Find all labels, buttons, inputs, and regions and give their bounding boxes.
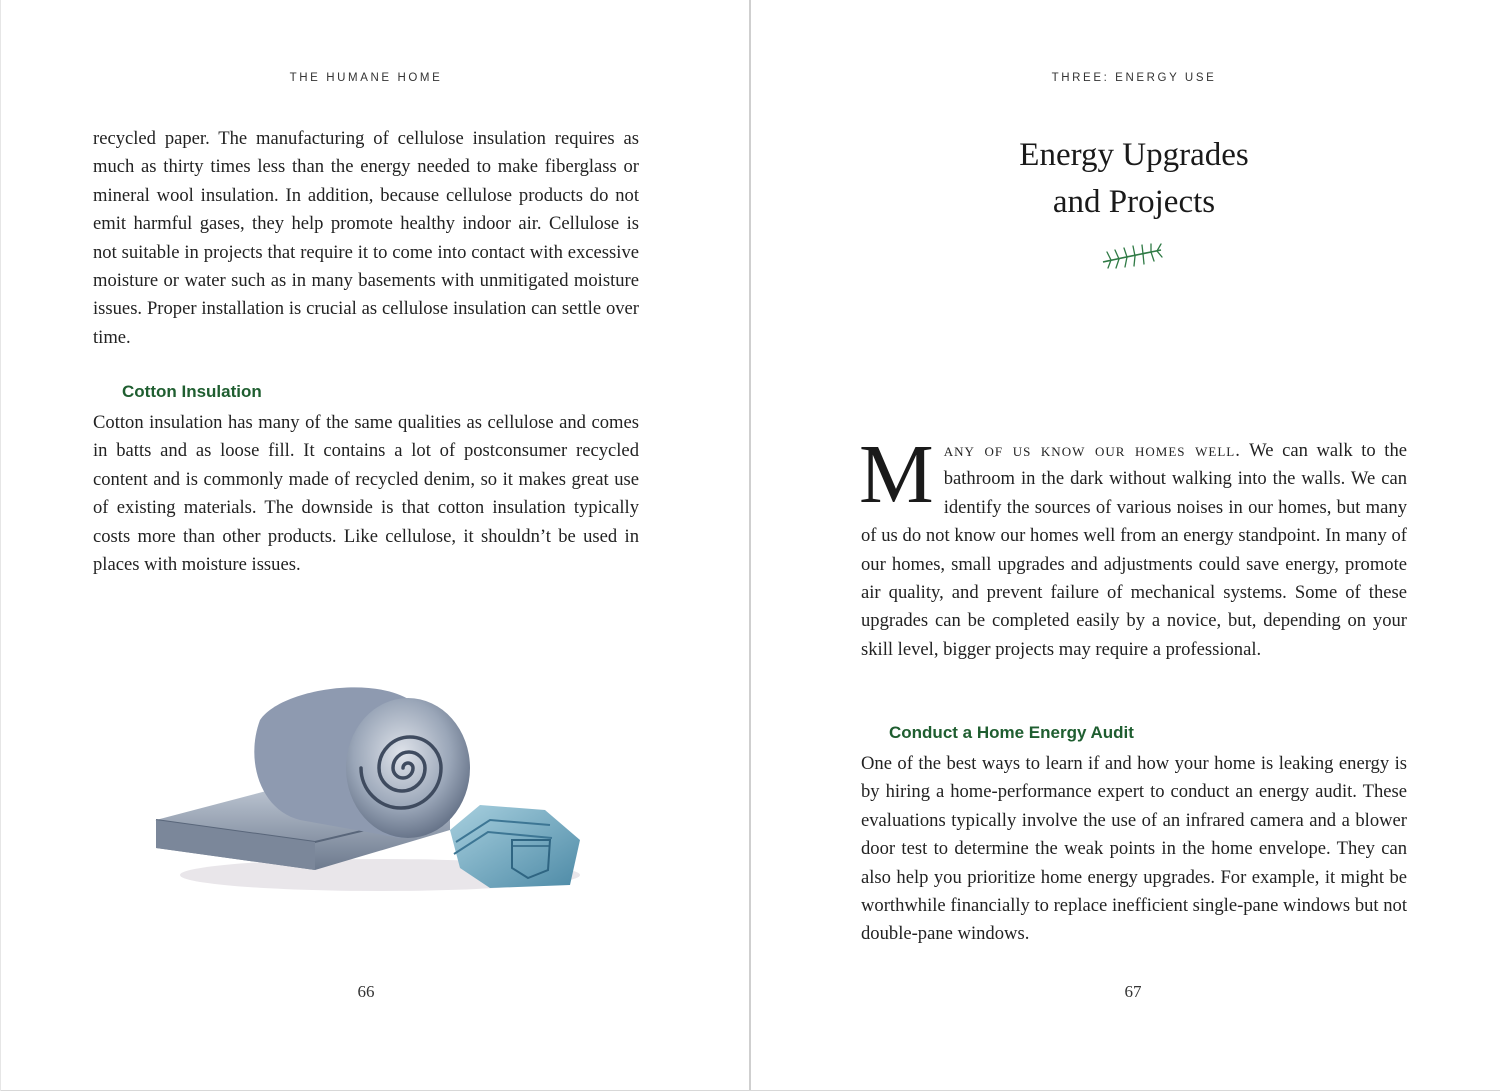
- page-left-edge: [0, 0, 1, 1091]
- left-page: [0, 0, 749, 1091]
- right-paragraph-1-rest: We can walk to the bathroom in the dark without walking into the walls. We can identify the sources of various noises in our homes, but many of us do not know our homes well from an energy standpoint. In many of our homes, small upgrades and adjustments could save energy, promote air quality, and prevent failure of mechanical systems. Some of these upgrades can be completed easily by a novice, but, depending on your skill level, bigger projects may require a professional.: [861, 440, 1408, 660]
- right-paragraph-2: One of the best ways to learn if and how your home is leaking energy is by hiring a home-performance expert to conduct an energy audit. These evaluations typically involve the use of an infrared camera and a blower door test to determine the weak points in the home envelope. They can also help you prioritize home energy upgrades. For example, it might be worthwhile financially to replace inefficient single-pane windows but not double-pane windows.: [861, 753, 1407, 945]
- left-paragraph-1: recycled paper. The manufacturing of cellulose insulation requires as much as thirty times less than the energy needed to make fiberglass or mineral wool insulation. In addition, because cellulose products do not emit harmful gases, they help promote healthy indoor air. Cellulose is not suitable in projects that require it to come into contact with excessive moisture or water such as in many basements with unmitigated moisture issues. Proper installation is crucial as cellulose insulation can settle over time.: [93, 128, 639, 348]
- right-page: [751, 0, 1500, 1091]
- chapter-title-line-2: and Projects: [1052, 184, 1216, 220]
- subhead-home-energy-audit: Conduct a Home Energy Audit: [889, 723, 1134, 742]
- lead-in-small-caps: any of us know our homes well.: [943, 440, 1241, 461]
- left-paragraph-2: Cotton insulation has many of the same qualities as cellulose and comes in batts and as loose fill. It contains a lot of postconsumer recycled content and is commonly made of recycled denim, so it makes great use of existing materials. The downside is that cotton insulation typically costs more than other products. Like cellulose, it shouldn’t be used in places with moisture issues.: [93, 412, 639, 576]
- chapter-title-line-1: Energy Upgrades: [1019, 137, 1249, 173]
- insulation-roll-and-denim-illustration: [150, 670, 590, 900]
- running-head-left: THE HUMANE HOME: [289, 72, 443, 84]
- page-number-left: 66: [357, 982, 375, 1001]
- page-number-right: 67: [1124, 982, 1142, 1001]
- drop-cap: M: [859, 428, 934, 521]
- subhead-cotton-insulation: Cotton Insulation: [122, 382, 262, 401]
- right-paragraph-1: [859, 428, 1408, 664]
- running-head-right: THREE: ENERGY USE: [1051, 72, 1217, 84]
- sprig-ornament-icon: [1101, 242, 1163, 272]
- chapter-title: [861, 132, 1407, 226]
